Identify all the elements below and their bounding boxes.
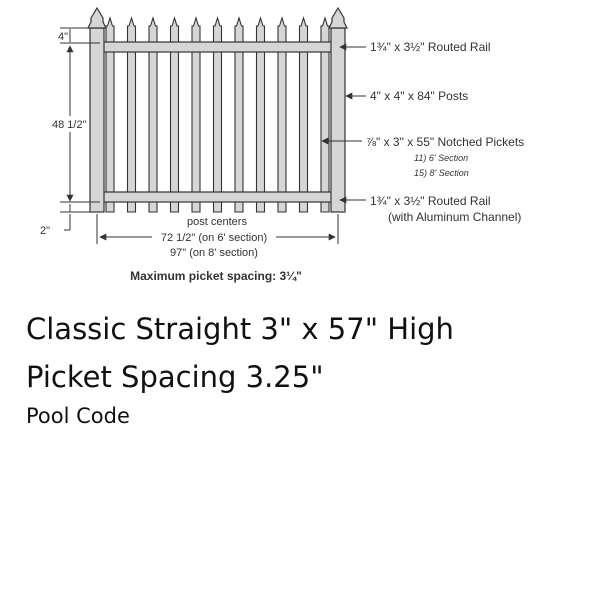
dim-top-offset-label: 4"	[58, 31, 69, 43]
left-post-finial	[88, 8, 106, 28]
callout-top-rail: 1¾" x 3½" Routed Rail	[370, 40, 491, 54]
bottom-rail	[100, 192, 336, 202]
dim-width-8ft-label: 97" (on 8' section)	[170, 247, 258, 259]
dim-rail-spacing-label: 48 1/2"	[52, 119, 87, 131]
dim-ground-clearance-label: 2"	[40, 225, 51, 237]
product-title: Classic Straight 3" x 57" High	[26, 312, 454, 346]
dim-ground-clearance	[60, 204, 90, 230]
left-post	[88, 8, 106, 212]
pool-code-label: Pool Code	[26, 404, 130, 428]
callout-bottom-rail: 1¾" x 3½" Routed Rail	[370, 194, 491, 208]
callout-pickets: ⅞" x 3" x 55" Notched Pickets	[366, 135, 525, 149]
callout-pickets-note-8ft: 15) 8' Section	[414, 168, 469, 178]
dim-width-6ft-label: 72 1/2" (on 6' section)	[160, 232, 268, 244]
right-post	[329, 8, 347, 212]
callout-posts: 4" x 4" x 84" Posts	[370, 89, 469, 103]
right-post-finial	[329, 8, 347, 28]
dim-post-centers-label: post centers	[187, 216, 247, 228]
callout-bottom-rail-note: (with Aluminum Channel)	[388, 210, 522, 224]
max-picket-spacing: Maximum picket spacing: 3¼"	[130, 269, 302, 283]
callout-pickets-note-6ft: 11) 6' Section	[414, 153, 469, 163]
picket-spacing-title: Picket Spacing 3.25"	[26, 360, 324, 394]
top-rail	[100, 42, 336, 52]
